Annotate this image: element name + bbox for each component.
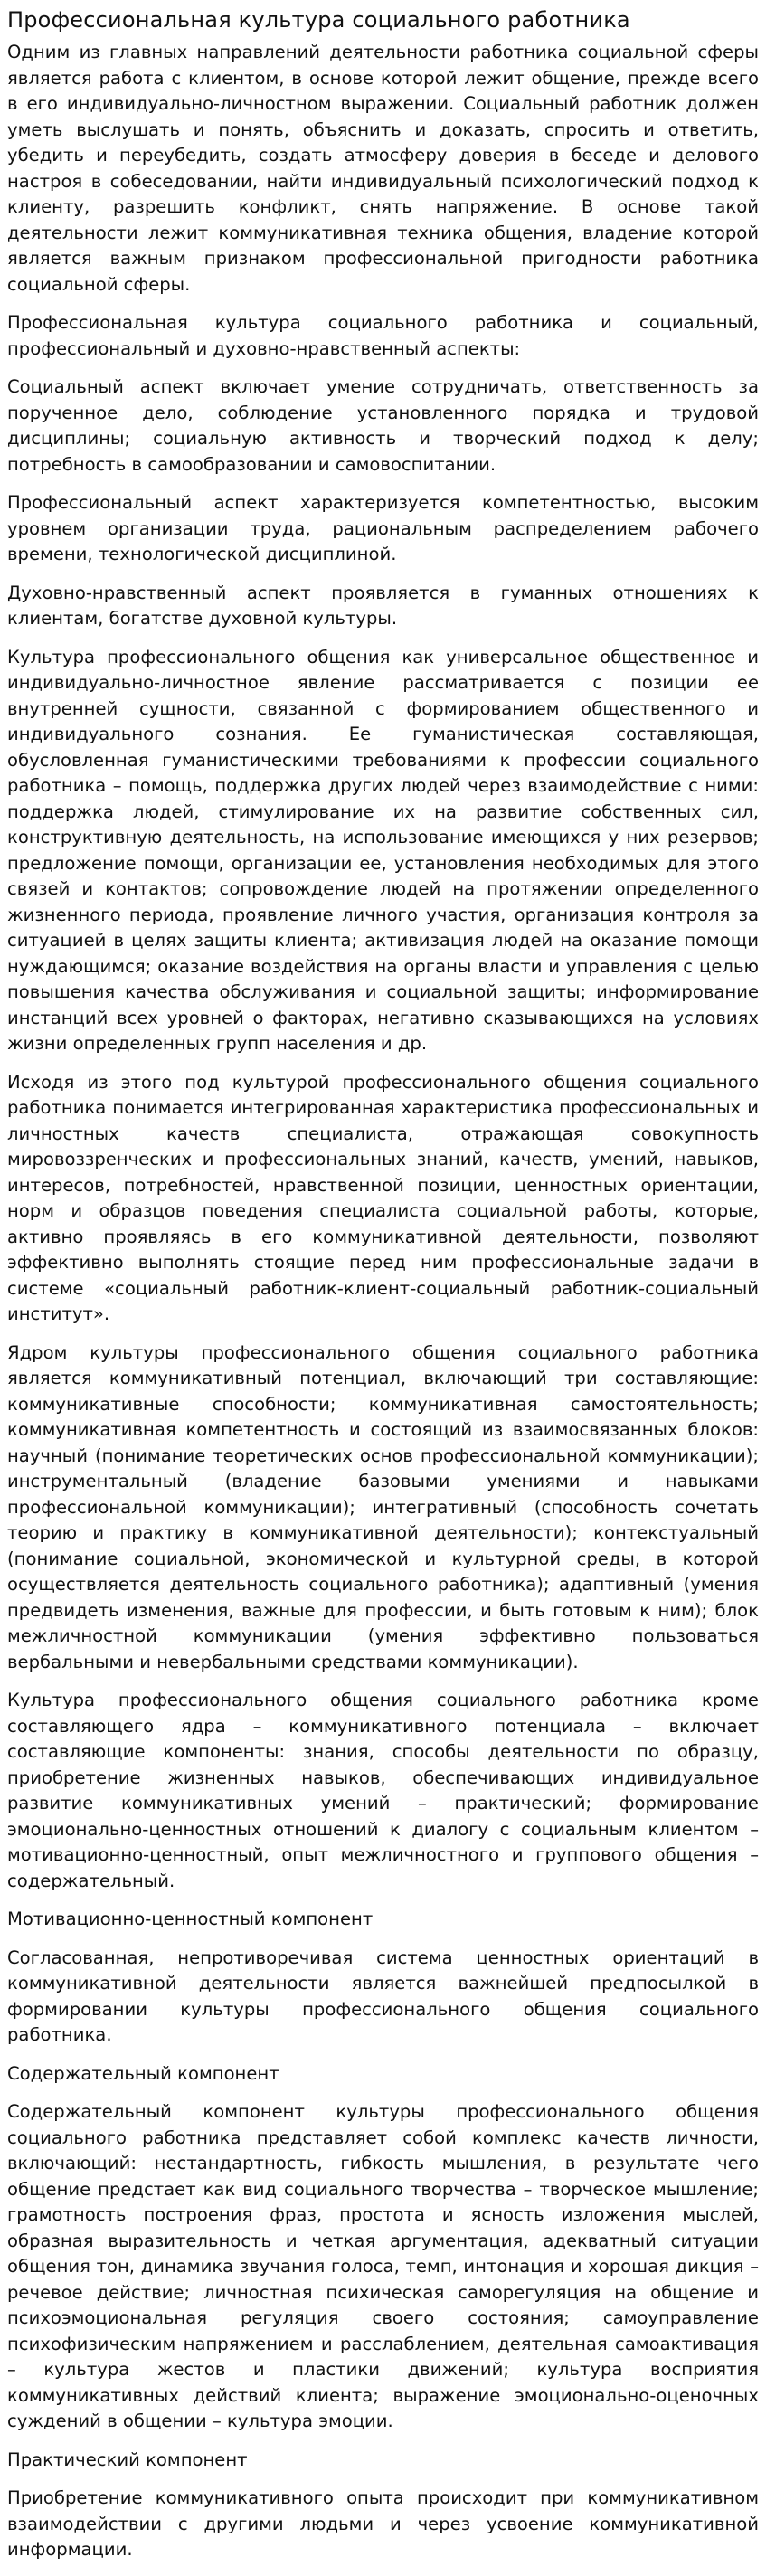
article-body <box>7 40 759 2563</box>
paragraph: Ядром культуры профессионального общения социального работника является коммуникативный потенциал, включающий три составляющие: коммуникативные способности; коммуникативная самостоятельность; коммуникативная компетентность и состоящий из взаимосвязанных блоков: научный (понимание теоретических основ профессиональной коммуникации); инструментальный (владение базовыми умениями и навыками профессиональной коммуникации); интегративный (способность сочетать теорию и практику в коммуникативной деятельности); контекстуальный (понимание социальной, экономической и культурной среды, в которой осуществляется деятельность социального работника); адаптивный (умения предвидеть изменения, важные для профессии, и быть готовым к ним); блок межличностной коммуникации (умения эффективно пользоваться вербальными и невербальными средствами коммуникации). <box>7 1341 759 1672</box>
paragraph: Профессиональная культура социального работника и социальный, профессиональный и духовно-нравственный аспекты: <box>7 312 759 359</box>
paragraph: Социальный аспект включает умение сотрудничать, ответственность за порученное дело, соблюдение установленного порядка и трудовой дисциплины; социальную активность и творческий подход к делу; потребность в самообразовании и самовоспитании. <box>7 376 759 475</box>
section-heading: Практический компонент <box>7 2448 248 2470</box>
section-heading: Мотивационно-ценностный компонент <box>7 1908 374 1929</box>
paragraph: Согласованная, непротиворечивая система ценностных ориентаций в коммуникативной деятельности является важнейшей предпосылкой в формировании культуры профессионального общения социального работника. <box>7 1946 759 2045</box>
paragraph: Содержательный компонент культуры профессионального общения социального работника представляет собой комплекс качеств личности, включающий: нестандартность, гибкость мышления, в результате чего общение предстает как вид социального творчества – творческое мышление; грамотность построения фраз, простота и ясность изложения мыслей, образная выразительность и четкая аргументация, адекватный ситуации общения тон, динамика звучания голоса, темп, интонация и хорошая дикция – речевое действие; личностная психическая саморегуляция на общение и психоэмоциональная регуляция своего состояния; самоуправление психофизическим напряжением и расслаблением, деятельная самоактивация – культура жестов и пластики движений; культура восприятия коммуникативных действий клиента; выражение эмоционально-оценочных суждений в общении – культура эмоции. <box>7 2101 759 2431</box>
paragraph: Профессиональный аспект характеризуется компетентностью, высоким уровнем организации труда, рациональным распределением рабочего времени, технологической дисциплиной. <box>7 492 759 564</box>
paragraph: Одним из главных направлений деятельности работника социальной сферы является работа с клиентом, в основе которой лежит общение, прежде всего в его индивидуально-личностном выражении. Социальный работник должен уметь выслушать и понять, объяснить и доказать, спросить и ответить, убедить и переубедить, создать атмосферу доверия в беседе и делового настроя в собеседовании, найти индивидуальный психологический подход к клиенту, разрешить конфликт, снять напряжение. В основе такой деятельности лежит коммуникативная техника общения, владение которой является важным признаком профессиональной пригодности работника социальной сферы. <box>7 42 759 295</box>
paragraph: Исходя из этого под культурой профессионального общения социального работника понимается интегрированная характеристика профессиональных и личностных качеств специалиста, отражающая совокупность мировоззренческих и профессиональных знаний, качеств, умений, навыков, интересов, потребностей, нравственной позиции, ценностных ориентации, норм и образцов поведения специалиста социальной работы, которые, активно проявляясь в его коммуникативной деятельности, позволяют эффективно выполнять стоящие перед ним профессиональные задачи в системе «социальный работник-клиент-социальный работник-социальный институт». <box>7 1071 759 1324</box>
paragraph: Культура профессионального общения как универсальное общественное и индивидуально-личностное явление рассматривается с позиции ее внутренней сущности, связанной с формированием общественного и индивидуального сознания. Ее гуманистическая составляющая, обусловленная гуманистическими требованиями к профессии социального работника – помощь, поддержка других людей через взаимодействие с ними: поддержка людей, стимулирование их на развитие собственных сил, конструктивную деятельность, на использование имеющихся у них резервов; предложение помощи, организации ее, установления необходимых для этого связей и контактов; сопровождение людей на протяжении определенного жизненного периода, проявление личного участия, организация контроля за ситуацией в целях защиты клиента; активизация людей на оказание помощи нуждающимся; оказание воздействия на органы власти и управления с целью повышения качества обслуживания и социальной защиты; информирование инстанций всех уровней о факторах, негативно сказывающихся на условиях жизни определенных групп населения и др. <box>7 646 759 1054</box>
page-title: Профессиональная культура социального работника <box>7 7 630 33</box>
article <box>0 5 766 2563</box>
paragraph: Приобретение коммуникативного опыта происходит при коммуникативном взаимодействии с другими людьми и через усвоение коммуникативной информации. <box>7 2487 759 2560</box>
paragraph: Культура профессионального общения социального работника кроме составляющего ядра – коммуникативного потенциала – включает составляющие компоненты: знания, способы деятельности по образцу, приобретение жизненных навыков, обеспечивающих индивидуальное развитие коммуникативных умений – практический; формирование эмоционально-ценностных отношений к диалогу с социальным клиентом – мотивационно-ценностный, опыт межличностного и группового общения –содержательный. <box>7 1690 759 1891</box>
section-heading: Содержательный компонент <box>7 2062 279 2084</box>
paragraph: Духовно-нравственный аспект проявляется в гуманных отношениях к клиентам, богатстве духовной культуры. <box>7 582 759 629</box>
